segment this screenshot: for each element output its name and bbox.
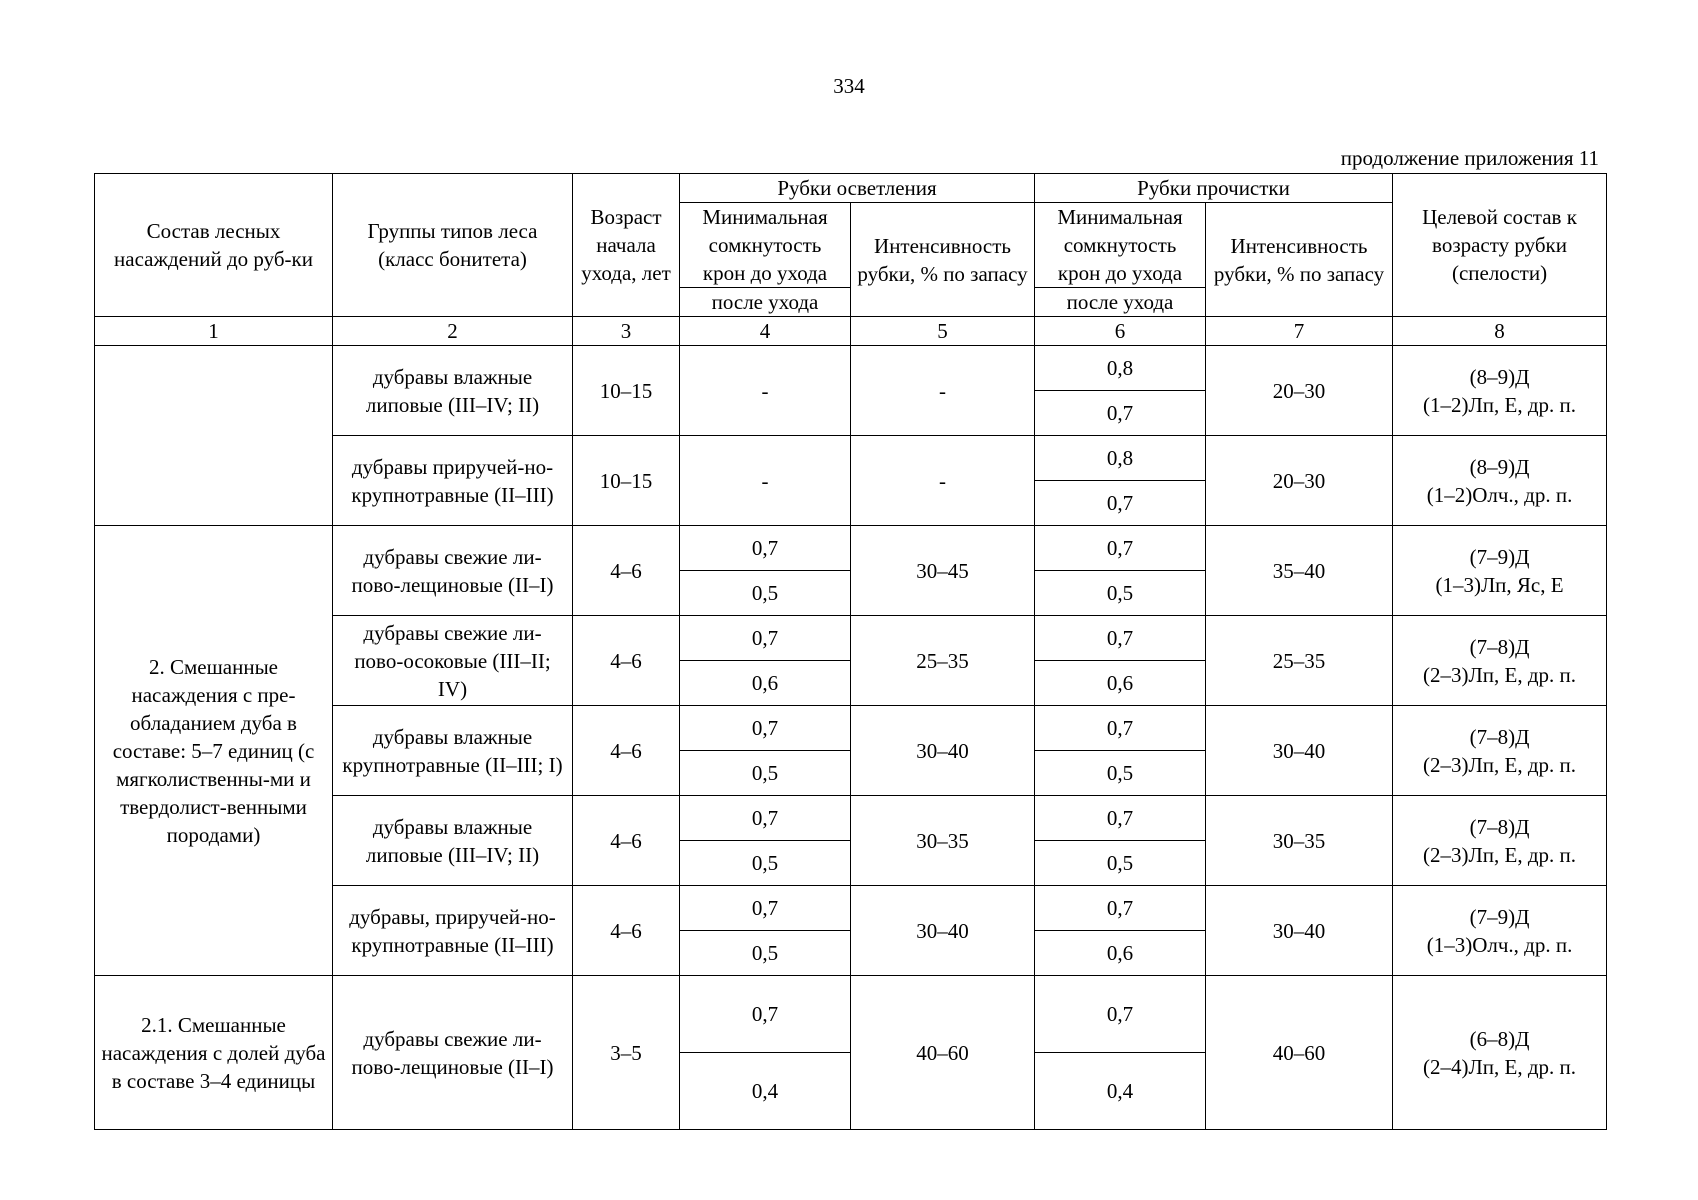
- target-composition-cell: [1393, 436, 1607, 526]
- column-number: 2: [333, 317, 573, 346]
- cleaning-intensity-cell: 30–35: [851, 796, 1035, 886]
- thinning-density-before: 0,7: [1035, 706, 1206, 751]
- cleaning-intensity-cell: 25–35: [851, 616, 1035, 706]
- column-number: 6: [1035, 317, 1206, 346]
- cleaning-density-after: 0,4: [680, 1053, 851, 1130]
- column-number: 5: [851, 317, 1035, 346]
- page-number: 334: [833, 74, 865, 98]
- thinning-intensity-cell: 30–35: [1206, 796, 1393, 886]
- thinning-density-after: 0,6: [1035, 931, 1206, 976]
- thinning-density-before: 0,7: [1035, 526, 1206, 571]
- target-secondary: (1–2)Лп, Е, др. п.: [1423, 392, 1576, 417]
- cleaning-intensity-cell: -: [851, 346, 1035, 436]
- forest-care-table: [94, 173, 1607, 1130]
- target-main: (7–8)Д: [1469, 814, 1530, 839]
- target-secondary: (2–3)Лп, Е, др. п.: [1423, 752, 1576, 777]
- forest-type-cell: дубравы свежие ли-пово-осоковые (III–II; IV): [333, 616, 573, 706]
- target-main: (8–9)Д: [1469, 364, 1530, 389]
- start-age-cell: 4–6: [573, 706, 680, 796]
- cleaning-density-before: 0,7: [680, 526, 851, 571]
- start-age-cell: 4–6: [573, 526, 680, 616]
- thinning-intensity-cell: 40–60: [1206, 976, 1393, 1130]
- target-main: (7–8)Д: [1469, 724, 1530, 749]
- cleaning-density-before: 0,7: [680, 976, 851, 1053]
- cleaning-density-after: 0,5: [680, 571, 851, 616]
- table-row: [95, 976, 1607, 1053]
- cleaning-density-after: 0,6: [680, 661, 851, 706]
- target-secondary: (2–3)Лп, Е, др. п.: [1423, 662, 1576, 687]
- thinning-intensity-cell: 25–35: [1206, 616, 1393, 706]
- thinning-density-after: 0,5: [1035, 751, 1206, 796]
- header-b-min-density: Минимальная сомкнутость крон до ухода: [1035, 203, 1206, 288]
- target-secondary: (1–2)Олч., др. п.: [1426, 482, 1573, 507]
- target-main: (8–9)Д: [1469, 454, 1530, 479]
- column-number-row: [95, 317, 1607, 346]
- forest-type-cell: дубравы свежие ли-пово-лещиновые (II–I): [333, 976, 573, 1130]
- thinning-density-after: 0,7: [1035, 391, 1206, 436]
- header-a-min-density: Минимальная сомкнутость крон до ухода: [680, 203, 851, 288]
- header-a-after: после ухода: [680, 288, 851, 317]
- thinning-density-after: 0,4: [1035, 1053, 1206, 1130]
- cleaning-density-cell: -: [680, 436, 851, 526]
- thinning-intensity-cell: 30–40: [1206, 706, 1393, 796]
- start-age-cell: 3–5: [573, 976, 680, 1130]
- forest-type-cell: дубравы влажные крупнотравные (II–III; I): [333, 706, 573, 796]
- header-composition: Состав лесных насаждений до руб-ки: [95, 174, 333, 317]
- target-composition-cell: [1393, 796, 1607, 886]
- start-age-cell: 4–6: [573, 796, 680, 886]
- cleaning-intensity-cell: -: [851, 436, 1035, 526]
- thinning-density-after: 0,6: [1035, 661, 1206, 706]
- cleaning-density-cell: -: [680, 346, 851, 436]
- thinning-intensity-cell: 20–30: [1206, 436, 1393, 526]
- cleaning-density-after: 0,5: [680, 751, 851, 796]
- target-composition-cell: [1393, 616, 1607, 706]
- target-composition-cell: [1393, 886, 1607, 976]
- cleaning-density-before: 0,7: [680, 616, 851, 661]
- target-composition-cell: [1393, 346, 1607, 436]
- target-secondary: (1–3)Лп, Яс, Е: [1435, 572, 1564, 597]
- cleaning-intensity-cell: 30–40: [851, 706, 1035, 796]
- target-secondary: (2–3)Лп, Е, др. п.: [1423, 842, 1576, 867]
- column-number: 1: [95, 317, 333, 346]
- start-age-cell: 4–6: [573, 616, 680, 706]
- thinning-intensity-cell: 30–40: [1206, 886, 1393, 976]
- composition-cell: [95, 346, 333, 526]
- table-row: [95, 526, 1607, 571]
- thinning-density-before: 0,7: [1035, 976, 1206, 1053]
- target-main: (7–9)Д: [1469, 904, 1530, 929]
- thinning-density-after: 0,5: [1035, 841, 1206, 886]
- header-a-intensity: Интенсивность рубки, % по запасу: [851, 203, 1035, 317]
- cleaning-density-before: 0,7: [680, 706, 851, 751]
- forest-type-cell: дубравы приручей-но-крупнотравные (II–III): [333, 436, 573, 526]
- start-age-cell: 10–15: [573, 436, 680, 526]
- header-start-age: Возраст начала ухода, лет: [573, 174, 680, 317]
- target-main: (6–8)Д: [1469, 1026, 1530, 1051]
- target-composition-cell: [1393, 526, 1607, 616]
- column-number: 3: [573, 317, 680, 346]
- forest-type-cell: дубравы влажные липовые (III–IV; II): [333, 796, 573, 886]
- thinning-intensity-cell: 20–30: [1206, 346, 1393, 436]
- table-row: [95, 346, 1607, 391]
- continuation-note: продолжение приложения 11: [1340, 146, 1599, 170]
- column-number: 8: [1393, 317, 1607, 346]
- cleaning-intensity-cell: 30–45: [851, 526, 1035, 616]
- composition-cell: 2.1. Смешанные насаждения с долей дуба в составе 3–4 единицы: [95, 976, 333, 1130]
- forest-type-cell: дубравы свежие ли-пово-лещиновые (II–I): [333, 526, 573, 616]
- thinning-density-before: 0,8: [1035, 436, 1206, 481]
- header-target-composition: Целевой состав к возрасту рубки (спелости): [1393, 174, 1607, 317]
- thinning-density-before: 0,7: [1035, 796, 1206, 841]
- target-composition-cell: [1393, 976, 1607, 1130]
- target-composition-cell: [1393, 706, 1607, 796]
- cleaning-density-after: 0,5: [680, 841, 851, 886]
- column-number: 7: [1206, 317, 1393, 346]
- cleaning-density-after: 0,5: [680, 931, 851, 976]
- thinning-density-after: 0,7: [1035, 481, 1206, 526]
- cleaning-density-before: 0,7: [680, 796, 851, 841]
- header-b-intensity: Интенсивность рубки, % по запасу: [1206, 203, 1393, 317]
- cleaning-intensity-cell: 40–60: [851, 976, 1035, 1130]
- cleaning-density-before: 0,7: [680, 886, 851, 931]
- thinning-density-before: 0,8: [1035, 346, 1206, 391]
- target-main: (7–8)Д: [1469, 634, 1530, 659]
- forest-type-cell: дубравы, приручей-но-крупнотравные (II–III): [333, 886, 573, 976]
- column-number: 4: [680, 317, 851, 346]
- composition-cell: 2. Смешанные насаждения с пре-обладанием дуба в составе: 5–7 единиц (с мягколиственны-ми и твердолист-венными породами): [95, 526, 333, 976]
- target-secondary: (1–3)Олч., др. п.: [1426, 932, 1573, 957]
- thinning-intensity-cell: 35–40: [1206, 526, 1393, 616]
- header-forest-types: Группы типов леса (класс бонитета): [333, 174, 573, 317]
- start-age-cell: 4–6: [573, 886, 680, 976]
- start-age-cell: 10–15: [573, 346, 680, 436]
- header-thinning-cuts: Рубки прочистки: [1035, 174, 1393, 203]
- target-secondary: (2–4)Лп, Е, др. п.: [1423, 1054, 1576, 1079]
- thinning-density-after: 0,5: [1035, 571, 1206, 616]
- target-main: (7–9)Д: [1469, 544, 1530, 569]
- thinning-density-before: 0,7: [1035, 616, 1206, 661]
- cleaning-intensity-cell: 30–40: [851, 886, 1035, 976]
- forest-type-cell: дубравы влажные липовые (III–IV; II): [333, 346, 573, 436]
- header-cleaning-cuts: Рубки осветления: [680, 174, 1035, 203]
- header-b-after: после ухода: [1035, 288, 1206, 317]
- thinning-density-before: 0,7: [1035, 886, 1206, 931]
